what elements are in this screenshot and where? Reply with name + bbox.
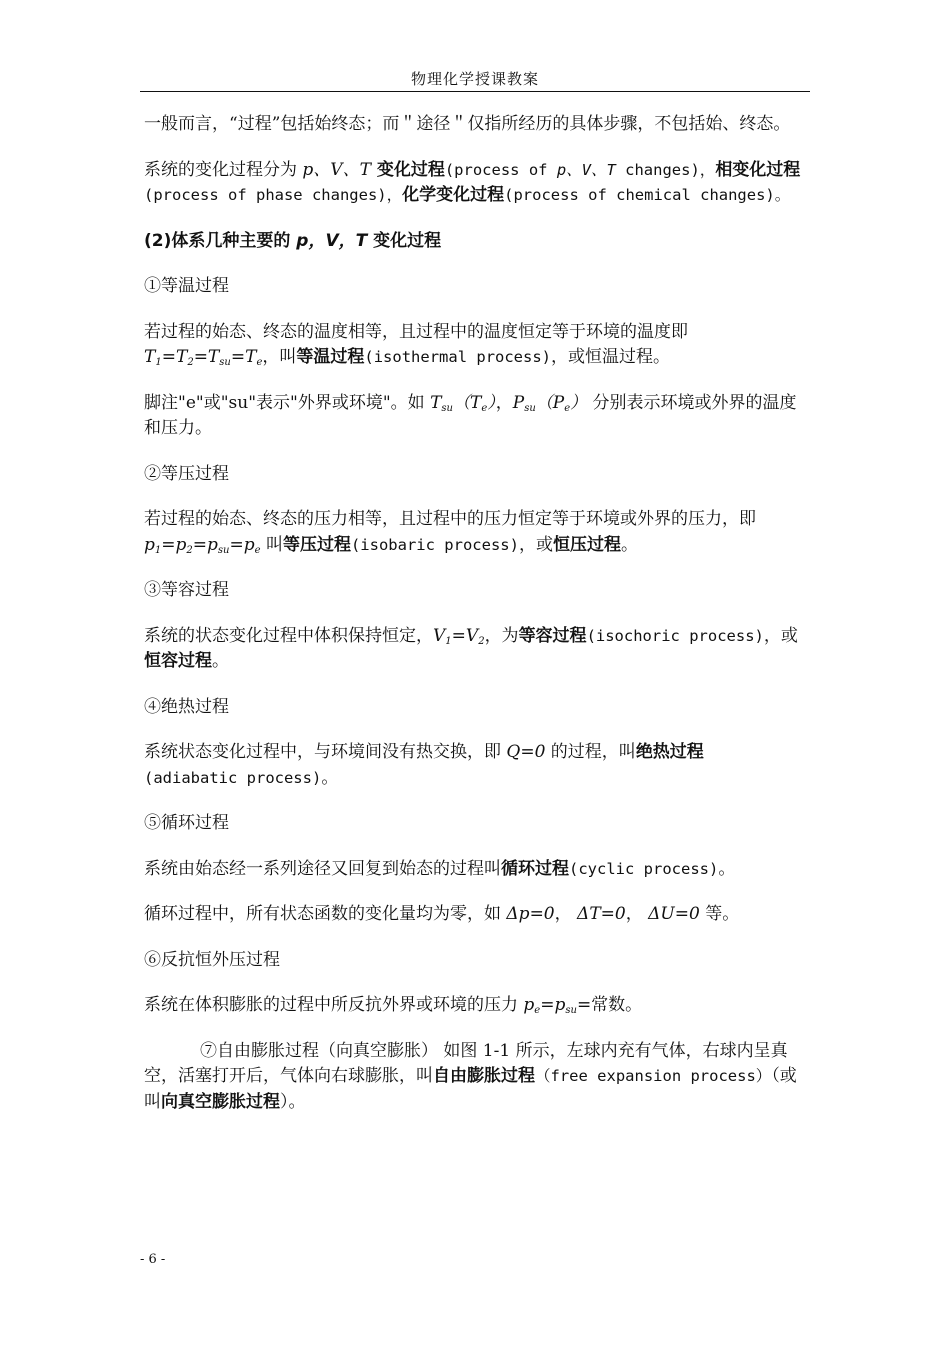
paragraph-cyclic-state-functions: 循环过程中，所有状态函数的变化量均为零，如 Δp=0， ΔT=0， ΔU=0 等。 <box>144 904 740 924</box>
paragraph-isobaric: 若过程的始态、终态的压力相等，且过程中的压力恒定等于环境或外界的压力，即 $p_1=p_2=p_{su}=p_e$ 叫等压过程(isobaric process)，或恒压过程。 <box>144 509 756 556</box>
equation-adiabatic: Q=0 <box>506 742 546 762</box>
paragraph-free-expansion: ⑦自由膨胀过程（向真空膨胀） 如图 1-1 所示，左球内充有气体，右球内呈真空，活塞打开后，气体向右球膨胀，叫自由膨胀过程（free expansion process）（或叫向真空膨胀过程）。 <box>144 1040 797 1112</box>
subheading-isothermal: ①等温过程 <box>144 276 229 296</box>
paragraph-isothermal: 若过程的始态、终态的温度相等，且过程中的温度恒定等于环境的温度即 $T_1=T_2=T_{su}=T_e$，叫等温过程(isothermal process)，或恒温过程。 <box>144 321 688 368</box>
paragraph-cyclic: 系统由始态经一系列途径又回复到始态的过程叫循环过程(cyclic process)。 <box>144 858 736 879</box>
subheading-isobaric: ②等压过程 <box>144 463 229 484</box>
subheading-cyclic: ⑤循环过程 <box>144 813 229 833</box>
equation-isothermal: $T_1=T_2=T_{su}=T_e$ <box>144 347 263 368</box>
paragraph-process-definition: 一般而言，“过程”包括始终态；而＂途径＂仅指所经历的具体步骤，不包括始、终态。 <box>144 114 791 134</box>
paragraph-constant-external-pressure: 系统在体积膨胀的过程中所反抗外界或环境的压力 $p_e=p_{su}=$常数。 <box>144 995 643 1016</box>
equation-isobaric: $p_1=p_2=p_{su}=p_e$ <box>144 534 261 556</box>
equation-external-pressure: $p_e=p_{su}$ <box>523 995 577 1016</box>
subheading-isochoric: ③等容过程 <box>144 580 229 600</box>
page-body <box>144 112 808 1135</box>
page-number: - 6 - <box>140 1252 166 1267</box>
subheading-adiabatic: ④绝热过程 <box>144 696 229 717</box>
section-heading-pvt: (2)体系几种主要的 p，V，T 变化过程 <box>144 230 442 251</box>
subheading-constant-external-pressure: ⑥反抗恒外压过程 <box>144 949 280 970</box>
paragraph-adiabatic: 系统状态变化过程中，与环境间没有热交换，即 Q=0 的过程，叫绝热过程 (adiabatic process)。 <box>144 742 704 788</box>
paragraph-footnote: 脚注"e"或"su"表示"外界或环境"。如 $T_{su}(T_e)$，$P_{su}(P_e)$ 分别表示环境或外界的温度和压力。 <box>144 392 797 438</box>
equation-isochoric: $V_1=V_2$ <box>433 625 485 647</box>
header-rule <box>140 91 810 92</box>
page-header: 物理化学授课教案 <box>410 70 539 88</box>
paragraph-isochoric: 系统的状态变化过程中体积保持恒定，$V_1=V_2$，为等容过程(isochoric process)，或恒容过程。 <box>144 625 798 671</box>
paragraph-process-types: 系统的变化过程分为 p、V、T 变化过程(process of p、V、T changes)，相变化过程(process of phase changes)，化学变化过程(process of chemical changes)。 <box>144 159 801 205</box>
